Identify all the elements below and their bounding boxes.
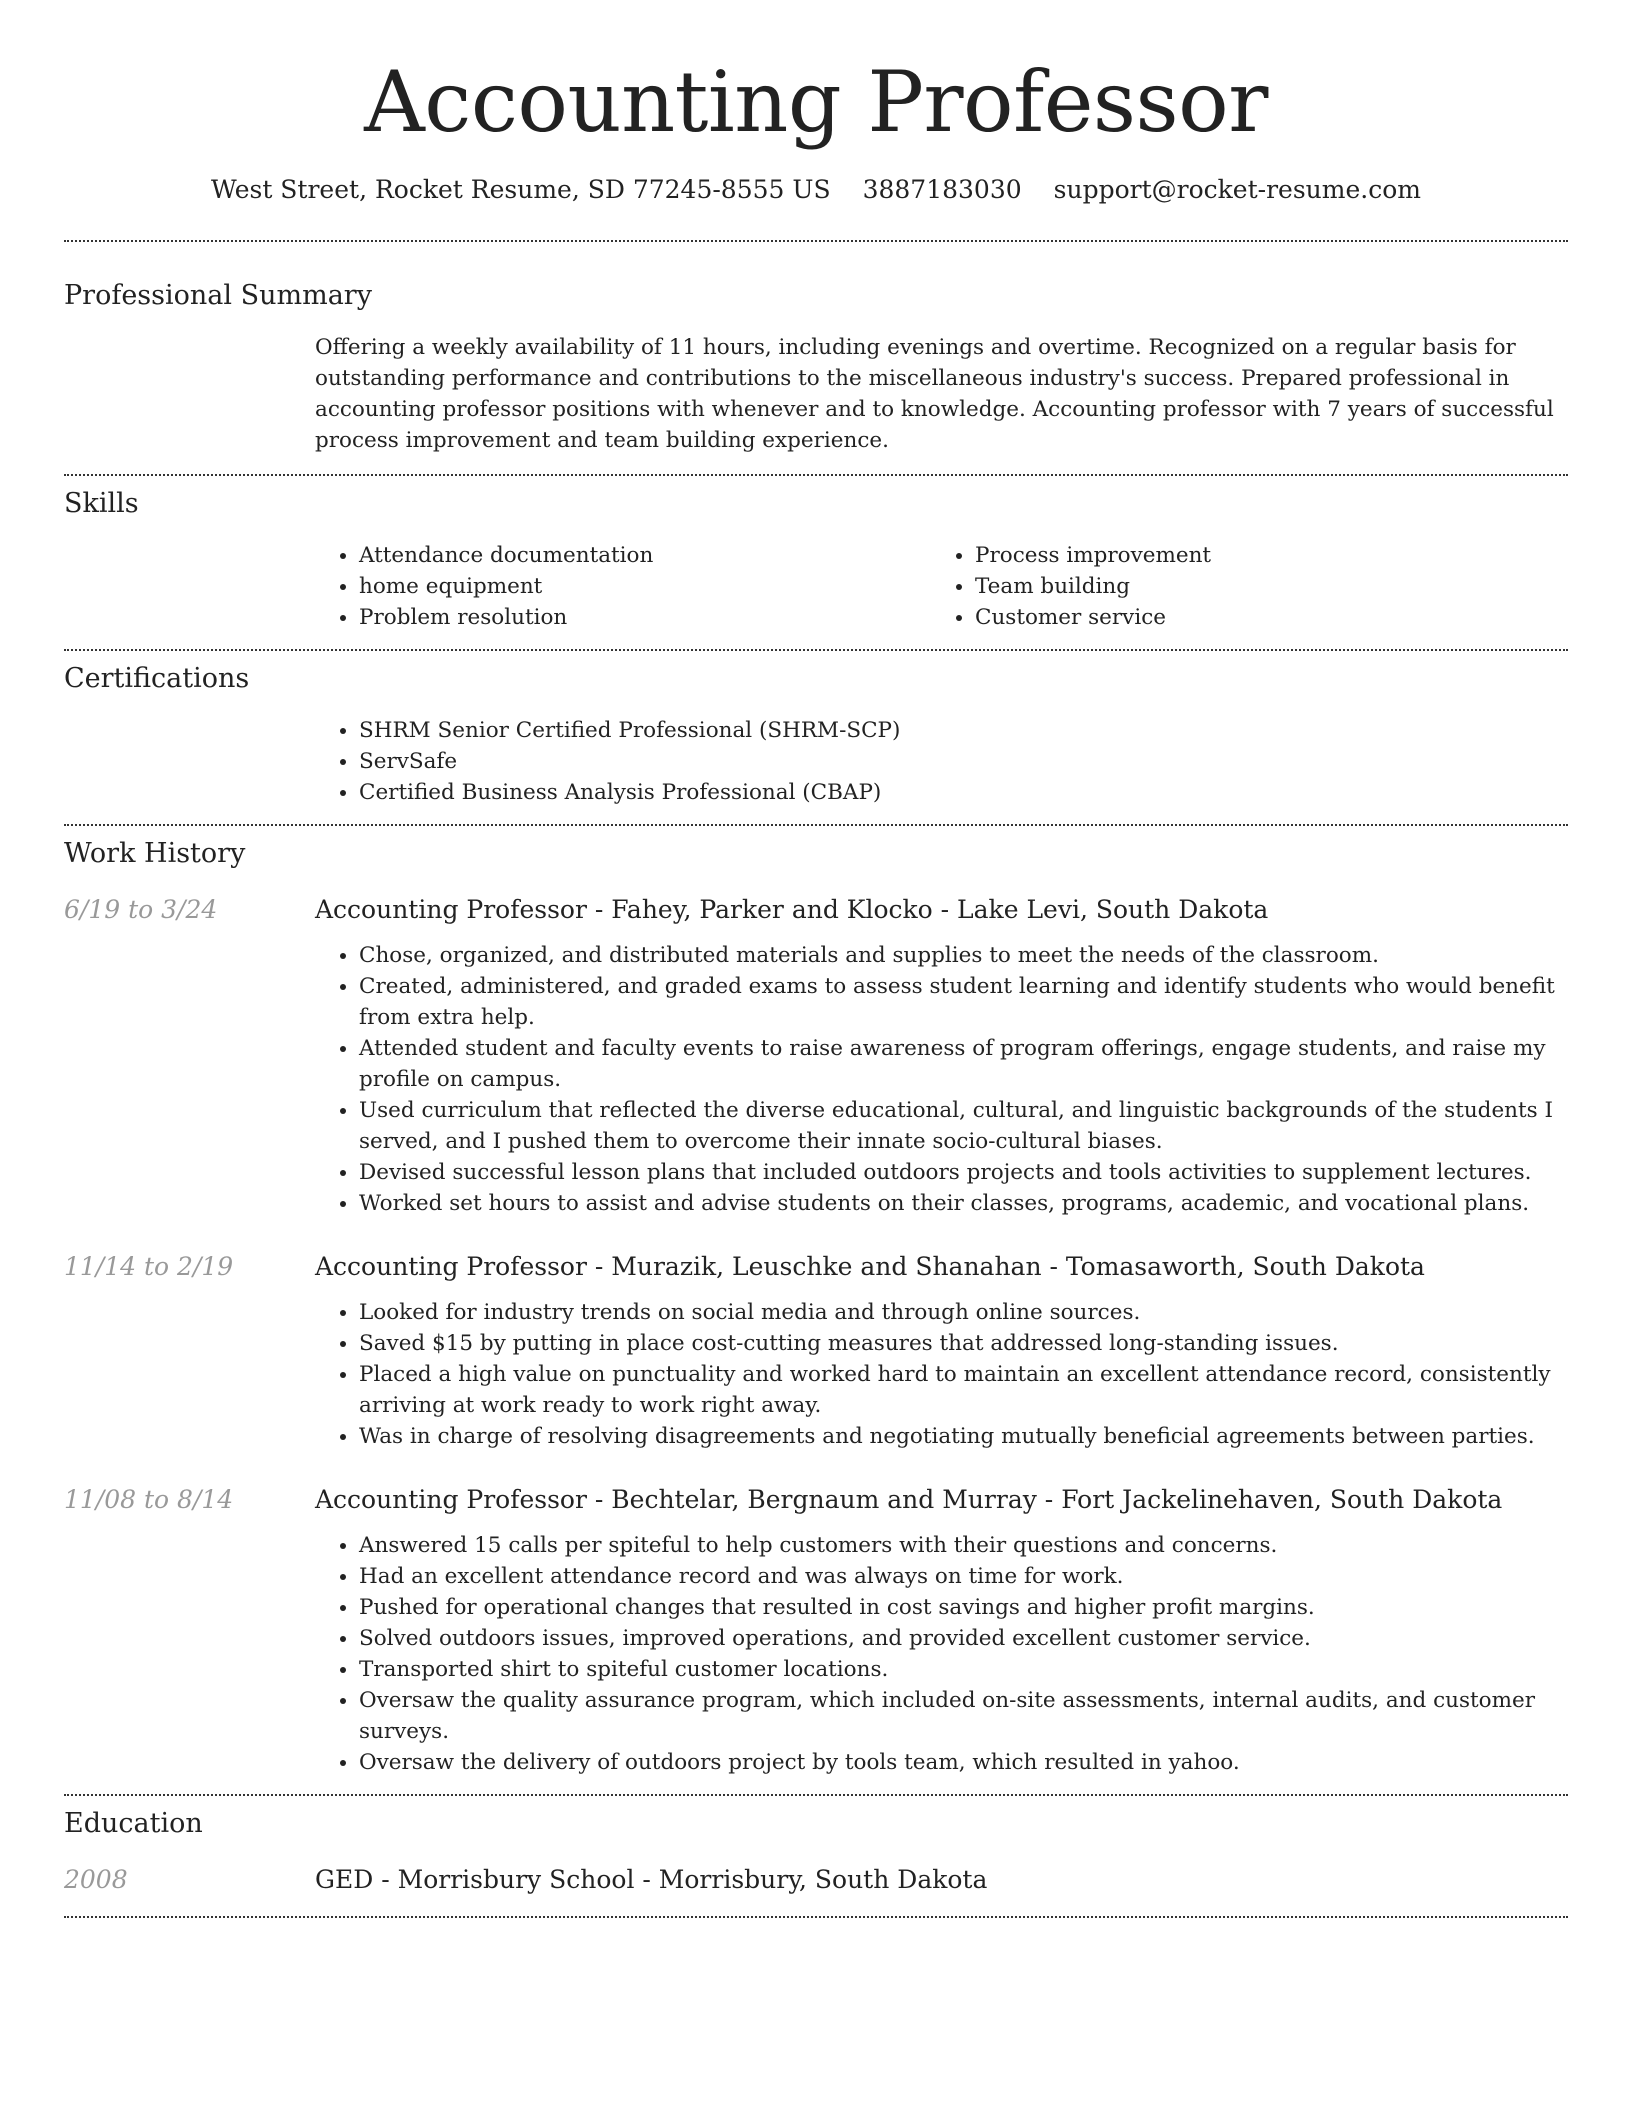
contact-address: West Street, Rocket Resume, SD 77245-8555 US — [211, 175, 831, 204]
job-bullet: • Chose, organized, and distributed materials and supplies to meet the needs of the classroom. — [359, 940, 1568, 971]
job-title: Accounting Professor - Fahey, Parker and Klocko - Lake Levi, South Dakota — [315, 895, 1269, 924]
certification-item: • SHRM Senior Certified Professional (SHRM-SCP) — [359, 715, 1568, 746]
contact-email: support@rocket-resume.com — [1053, 175, 1421, 204]
job-date: 11/08 to 8/14 — [64, 1485, 234, 1514]
job-bullet: • Was in charge of resolving disagreements and negotiating mutually beneficial agreements between parties. — [359, 1421, 1568, 1452]
certifications-section — [0, 651, 1632, 824]
certification-item: • ServSafe — [359, 746, 1568, 777]
job-bullet: • Attended student and faculty events to raise awareness of program offerings, engage students, and raise my profile on campus. — [359, 1033, 1568, 1095]
job-bullet: • Oversaw the delivery of outdoors project by tools team, which resulted in yahoo. — [359, 1747, 1568, 1778]
job-bullet: • Had an excellent attendance record and was always on time for work. — [359, 1561, 1568, 1592]
candidate-name: Accounting Professor — [364, 53, 1268, 151]
skills-list-left — [315, 540, 931, 633]
job-bullet: • Transported shirt to spiteful customer locations. — [359, 1654, 1568, 1685]
job-entry — [64, 1249, 1568, 1452]
job-date: 6/19 to 3/24 — [64, 895, 218, 924]
job-bullet: • Placed a high value on punctuality and worked hard to maintain an excellent attendance record, consistently arriving at work ready to work right away. — [359, 1359, 1568, 1421]
education-title: GED - Morrisbury School - Morrisbury, South Dakota — [315, 1865, 988, 1894]
job-title: Accounting Professor - Murazik, Leuschke and Shanahan - Tomasaworth, South Dakota — [315, 1252, 1425, 1281]
work-history-section — [0, 826, 1632, 1794]
section-title-certifications: Certifications — [64, 663, 250, 694]
certifications-list — [315, 715, 1568, 808]
job-bullet: • Answered 15 calls per spiteful to help customers with their questions and concerns. — [359, 1530, 1568, 1561]
job-date: 11/14 to 2/19 — [64, 1252, 234, 1281]
job-bullet: • Looked for industry trends on social media and through online sources. — [359, 1297, 1568, 1328]
job-bullet: • Solved outdoors issues, improved operations, and provided excellent customer service. — [359, 1623, 1568, 1654]
job-bullet: • Oversaw the quality assurance program, which included on-site assessments, internal audits, and customer surveys. — [359, 1685, 1568, 1747]
job-entry — [64, 1482, 1568, 1778]
job-bullets — [315, 1297, 1568, 1452]
summary-section — [0, 242, 1632, 474]
section-title-summary: Professional Summary — [64, 280, 372, 311]
job-bullets — [315, 940, 1568, 1219]
job-bullet: • Used curriculum that reflected the diverse educational, cultural, and linguistic backgrounds of the students I served, and I pushed them to overcome their innate socio-cultural biases. — [359, 1095, 1568, 1157]
skills-list-right — [931, 540, 1431, 633]
job-title: Accounting Professor - Bechtelar, Bergnaum and Murray - Fort Jackelinehaven, South Dakota — [315, 1485, 1503, 1514]
skill-item: • Team building — [975, 571, 1431, 602]
skills-section — [0, 476, 1632, 649]
skill-item: • home equipment — [359, 571, 931, 602]
job-bullet: • Saved $15 by putting in place cost-cutting measures that addressed long-standing issues. — [359, 1328, 1568, 1359]
education-entry — [64, 1862, 1568, 1898]
certification-item: • Certified Business Analysis Professional (CBAP) — [359, 777, 1568, 808]
skill-item: • Problem resolution — [359, 602, 931, 633]
job-bullets — [315, 1530, 1568, 1778]
contact-line — [0, 172, 1632, 208]
divider — [64, 1916, 1568, 1918]
job-bullet: • Worked set hours to assist and advise students on their classes, programs, academic, and vocational plans. — [359, 1188, 1568, 1219]
education-section — [0, 1796, 1632, 1916]
skill-item: • Attendance documentation — [359, 540, 931, 571]
job-bullet: • Created, administered, and graded exams to assess student learning and identify students who would benefit from extra help. — [359, 971, 1568, 1033]
job-bullet: • Pushed for operational changes that resulted in cost savings and higher profit margins. — [359, 1592, 1568, 1623]
job-bullet: • Devised successful lesson plans that included outdoors projects and tools activities to supplement lectures. — [359, 1157, 1568, 1188]
education-date: 2008 — [64, 1865, 128, 1894]
resume-header — [0, 0, 1632, 208]
skill-item: • Process improvement — [975, 540, 1431, 571]
skill-item: • Customer service — [975, 602, 1431, 633]
summary-text: Offering a weekly availability of 11 hours, including evenings and overtime. Recognized on a regular basis for outstanding performance and contributions to the miscellaneous industry's success. Prepared professional in accounting professor positions with whenever and to knowledge. Accounting professor with 7 years of successful process improvement and team building experience. — [315, 335, 1554, 453]
section-title-education: Education — [64, 1808, 203, 1839]
section-title-work-history: Work History — [64, 838, 246, 869]
contact-phone: 3887183030 — [862, 175, 1022, 204]
section-title-skills: Skills — [64, 488, 139, 519]
job-entry — [64, 892, 1568, 1219]
